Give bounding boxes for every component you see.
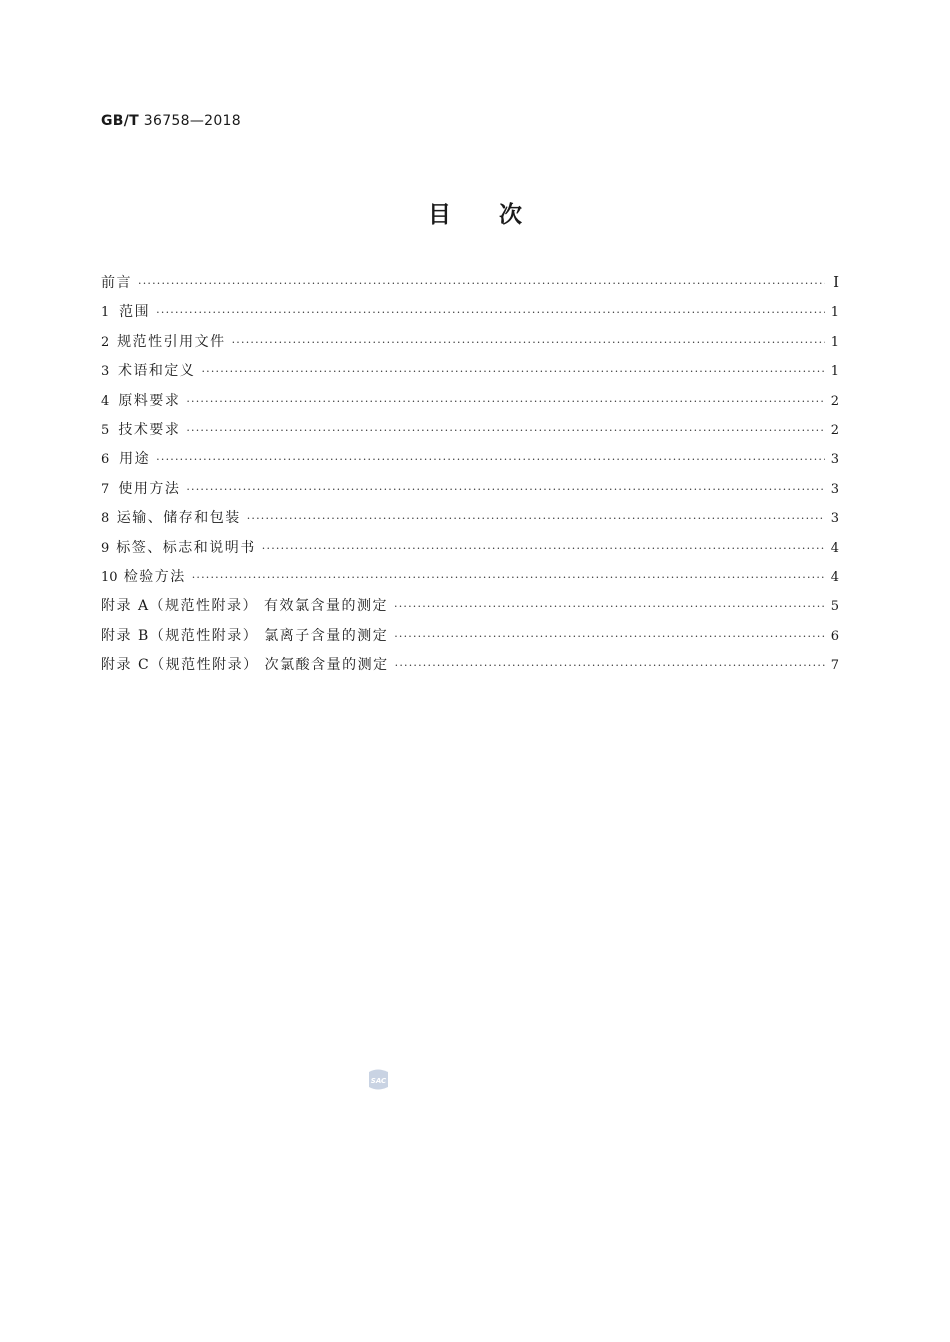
toc-leader-dots — [394, 600, 825, 613]
toc-label: 技术要求 — [118, 421, 181, 438]
toc-section-number: 6 — [101, 452, 110, 468]
toc-section-number: 3 — [101, 364, 110, 380]
toc-item-4[interactable] — [101, 390, 839, 419]
toc-item-10[interactable] — [101, 566, 839, 595]
toc-page-number: 4 — [830, 569, 839, 585]
toc-leader-dots — [394, 630, 825, 643]
toc-label: 用途 — [119, 451, 151, 468]
toc-label: 附录 A（规范性附录） 有效氯含量的测定 — [101, 598, 389, 615]
toc-label: 术语和定义 — [117, 363, 196, 380]
page-title: 目次 — [428, 202, 570, 228]
toc-page-number: 2 — [830, 393, 839, 409]
toc-leader-dots — [186, 395, 825, 408]
toc-page-number: 7 — [830, 658, 839, 674]
toc-page-number: 3 — [830, 452, 839, 468]
toc-item-appendix-b[interactable] — [101, 625, 839, 654]
toc-leader-dots — [192, 571, 825, 584]
toc-item-7[interactable] — [101, 478, 839, 507]
toc-item-8[interactable] — [101, 507, 839, 536]
toc-label: 原料要求 — [118, 392, 181, 409]
toc-item-6[interactable] — [101, 448, 839, 477]
standard-number: 36758—2018 — [143, 113, 241, 129]
toc-page-number: 2 — [830, 422, 839, 438]
toc-leader-dots — [138, 277, 825, 290]
toc-leader-dots — [156, 306, 825, 319]
toc-section-number: 2 — [101, 334, 110, 350]
toc-page-number: 4 — [830, 540, 839, 556]
toc-section-number: 5 — [101, 422, 110, 438]
toc-label: 运输、储存和包装 — [116, 510, 241, 527]
toc-section-number: 1 — [101, 305, 110, 321]
toc-leader-dots — [262, 542, 825, 555]
toc-page-number: 3 — [830, 481, 839, 497]
toc-leader-dots — [156, 453, 825, 466]
toc-label: 使用方法 — [118, 480, 181, 497]
toc-page-number: 1 — [830, 364, 839, 380]
toc-item-3[interactable] — [101, 360, 839, 389]
toc-label: 规范性引用文件 — [117, 333, 226, 350]
toc-item-appendix-c[interactable] — [101, 654, 839, 683]
toc-page-number: 3 — [830, 511, 839, 527]
toc-leader-dots — [247, 512, 825, 525]
sac-logo-icon — [366, 1068, 391, 1091]
standard-code — [101, 113, 241, 129]
toc-section-number: 7 — [101, 481, 110, 497]
toc-section-number: 9 — [101, 540, 110, 556]
toc-page-number: 5 — [830, 599, 839, 615]
toc-item-appendix-a[interactable] — [101, 595, 839, 624]
toc-section-number: 8 — [101, 511, 110, 527]
toc-page-number: 6 — [830, 628, 839, 644]
svg-text:SAC: SAC — [370, 1077, 387, 1085]
toc-leader-dots — [201, 365, 825, 378]
toc-page-number: I — [833, 273, 839, 291]
toc-page-number: 1 — [830, 334, 839, 350]
toc-label: 标签、标志和说明书 — [116, 539, 256, 556]
toc-leader-dots — [186, 483, 825, 496]
toc-item-5[interactable] — [101, 419, 839, 448]
toc-label: 范围 — [119, 304, 151, 321]
standard-prefix: GB/T — [101, 113, 140, 129]
toc-section-number: 4 — [101, 393, 110, 409]
toc-label: 附录 C（规范性附录） 次氯酸含量的测定 — [101, 657, 389, 674]
toc-label: 检验方法 — [123, 568, 186, 585]
table-of-contents — [101, 272, 839, 683]
toc-item-2[interactable] — [101, 331, 839, 360]
toc-item-foreword[interactable] — [101, 272, 839, 301]
toc-section-number: 10 — [101, 569, 118, 585]
toc-leader-dots — [186, 424, 825, 437]
toc-item-1[interactable] — [101, 301, 839, 330]
toc-leader-dots — [395, 659, 825, 672]
toc-item-9[interactable] — [101, 537, 839, 566]
toc-page-number: 1 — [830, 305, 839, 321]
toc-leader-dots — [232, 336, 825, 349]
toc-label: 附录 B（规范性附录） 氯离子含量的测定 — [101, 627, 389, 644]
toc-label: 前言 — [101, 275, 132, 291]
